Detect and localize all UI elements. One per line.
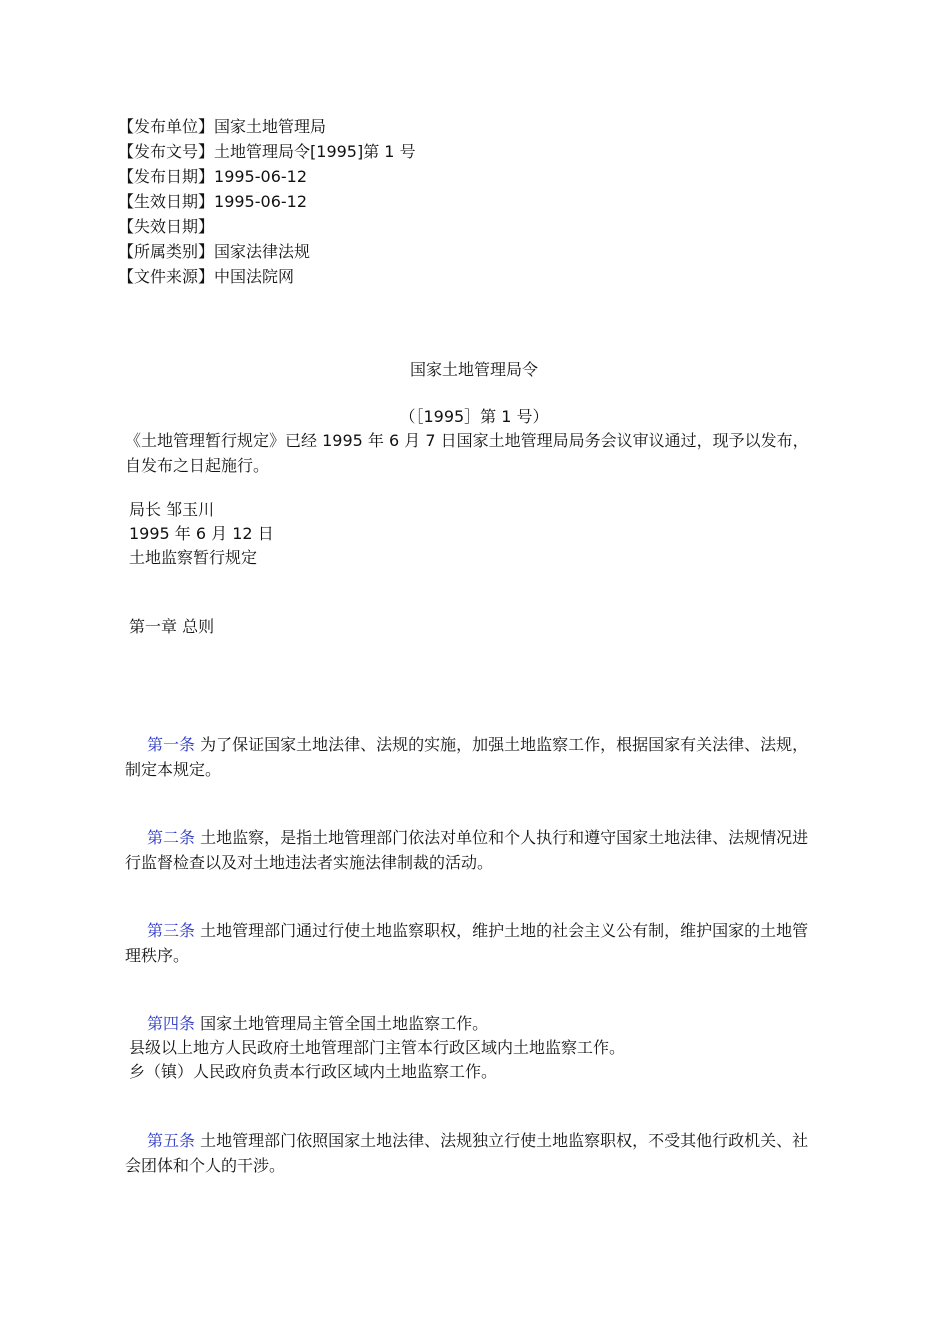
meta-row-publish-date — [118, 164, 818, 189]
meta-row-expiry-date — [118, 214, 818, 239]
meta-value: 1995-06-12 — [214, 167, 307, 186]
article-number: 第二条 — [147, 828, 196, 847]
article-number: 第一条 — [147, 735, 196, 754]
article-number: 第四条 — [147, 1014, 196, 1033]
article-text: 为了保证国家土地法律、法规的实施，加强土地监察工作，根据国家有关法律、法规，制定本规定。 — [125, 735, 809, 779]
article-text: 土地监察，是指土地管理部门依法对单位和个人执行和遵守国家土地法律、法规情况进行监督检查以及对土地违法者实施法律制裁的活动。 — [125, 828, 809, 872]
article-text: 土地管理部门依照国家土地法律、法规独立行使土地监察职权，不受其他行政机关、社会团体和个人的干涉。 — [125, 1131, 809, 1175]
article-text: 土地管理部门通过行使土地监察职权，维护土地的社会主义公有制，维护国家的土地管理秩序。 — [125, 921, 809, 965]
decree-signer: 局长 邹玉川 — [129, 500, 215, 519]
meta-label: 【发布日期】 — [118, 167, 215, 186]
meta-label: 【所属类别】 — [118, 242, 215, 261]
regulation-title: 土地监察暂行规定 — [129, 548, 258, 567]
meta-row-effective-date — [118, 189, 818, 214]
meta-row-issuer — [118, 114, 818, 139]
meta-label: 【生效日期】 — [118, 192, 215, 211]
article-5 — [125, 1128, 823, 1178]
meta-row-category — [118, 239, 818, 264]
decree-intro: 《土地管理暂行规定》已经 1995 年 6 月 7 日国家土地管理局局务会议审议通过，现予以发布，自发布之日起施行。 — [125, 431, 809, 475]
chapter-heading: 第一章 总则 — [129, 617, 215, 636]
meta-value: 中国法院网 — [214, 267, 295, 286]
meta-label: 【文件来源】 — [118, 267, 215, 286]
article-4-clause-3: 乡（镇）人民政府负责本行政区域内土地监察工作。 — [129, 1062, 498, 1081]
meta-label: 【发布文号】 — [118, 142, 215, 161]
metadata-block — [118, 114, 818, 289]
meta-value: 1995-06-12 — [214, 192, 307, 211]
meta-value: 土地管理局令[1995]第 1 号 — [214, 142, 416, 161]
article-number: 第三条 — [147, 921, 196, 940]
meta-label: 【失效日期】 — [118, 217, 215, 236]
article-2 — [125, 825, 823, 875]
meta-label: 【发布单位】 — [118, 117, 215, 136]
decree-date: 1995 年 6 月 12 日 — [129, 524, 274, 543]
meta-value: 国家法律法规 — [214, 242, 311, 261]
meta-row-source — [118, 264, 818, 289]
decree-title: 国家土地管理局令 — [409, 360, 538, 379]
article-3 — [125, 918, 823, 968]
article-1 — [125, 732, 823, 782]
article-text: 国家土地管理局主管全国土地监察工作。 — [195, 1014, 489, 1033]
article-number: 第五条 — [147, 1131, 196, 1150]
article-4-clause-2: 县级以上地方人民政府土地管理部门主管本行政区域内土地监察工作。 — [129, 1038, 626, 1057]
decree-number: （［1995］第 1 号） — [399, 407, 549, 426]
article-4 — [125, 1011, 823, 1036]
meta-row-doc-number — [118, 139, 818, 164]
meta-value: 国家土地管理局 — [214, 117, 327, 136]
